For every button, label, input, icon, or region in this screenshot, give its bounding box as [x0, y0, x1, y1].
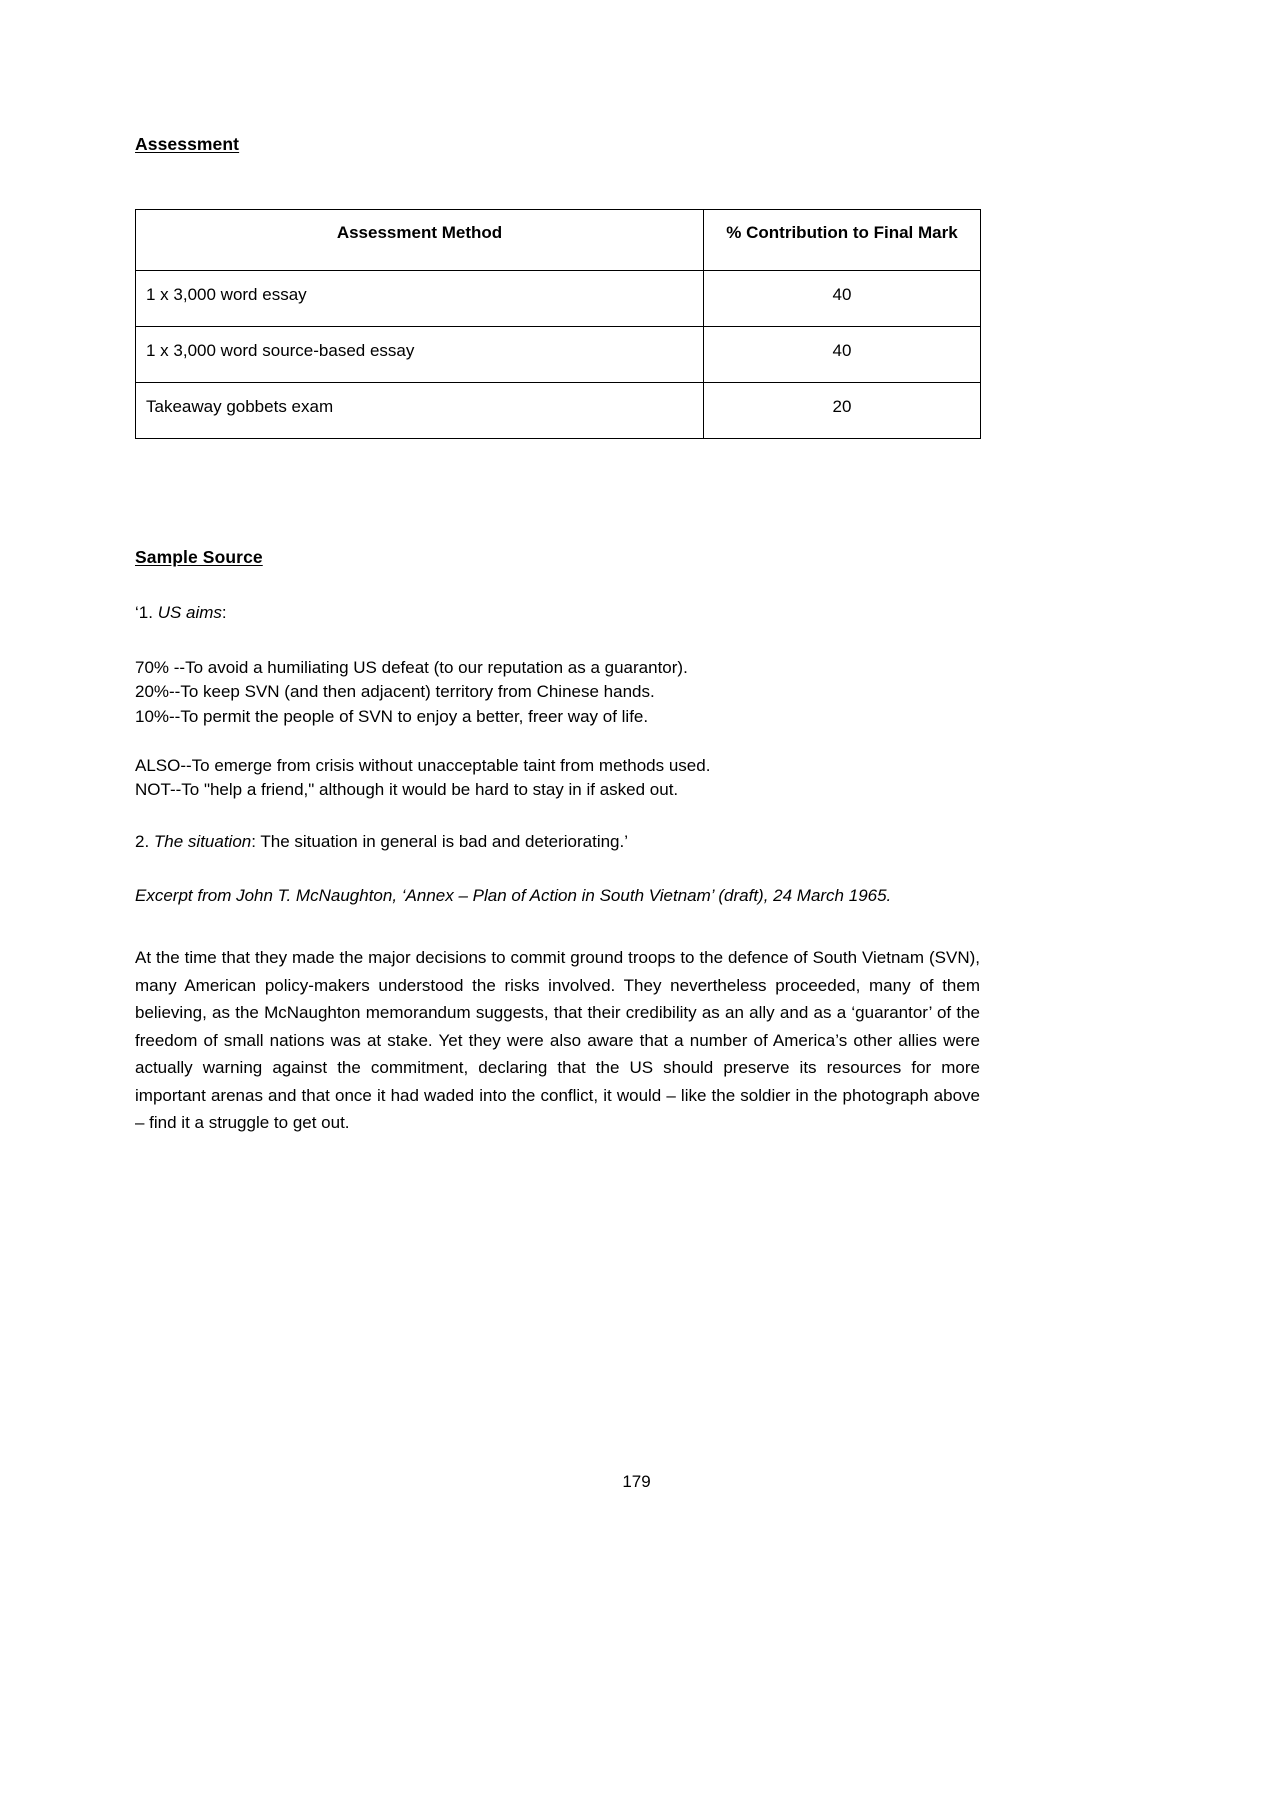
sample-source-heading: Sample Source — [135, 547, 263, 568]
aims-line: 70% --To avoid a humiliating US defeat (to our reputation as a guarantor). — [135, 657, 688, 677]
page-content — [135, 0, 980, 1137]
source-aims-lines — [135, 656, 980, 730]
aims-label-prefix: ‘1. — [135, 603, 158, 623]
aims-line: 20%--To keep SVN (and then adjacent) territory from Chinese hands. — [135, 682, 655, 702]
aims-label-italic: US aims — [157, 603, 222, 623]
cell-contribution: 40 — [704, 327, 981, 383]
also-line: ALSO--To emerge from crisis without unacceptable taint from methods used. — [135, 755, 711, 775]
cell-method: Takeaway gobbets exam — [136, 383, 704, 439]
table-header-row — [136, 209, 981, 270]
aims-label-suffix: : — [221, 603, 227, 623]
source-situation-line — [135, 830, 980, 855]
source-attribution: Excerpt from John T. McNaughton, ‘Annex – Plan of Action in South Vietnam’ (draft), 24 March 1965. — [135, 885, 892, 905]
page-number: 179 — [622, 1472, 651, 1491]
cell-contribution: 40 — [704, 270, 981, 326]
aims-line: 10%--To permit the people of SVN to enjoy a better, freer way of life. — [135, 707, 649, 727]
situation-italic: The situation — [153, 831, 252, 851]
cell-method: 1 x 3,000 word essay — [136, 270, 704, 326]
source-aims-label — [135, 601, 980, 626]
assessment-table — [135, 209, 981, 439]
situation-suffix: : The situation in general is bad and deteriorating.’ — [251, 831, 629, 851]
cell-contribution: 20 — [704, 383, 981, 439]
cell-method: 1 x 3,000 word source-based essay — [136, 327, 704, 383]
spacer — [135, 439, 980, 547]
table-row — [136, 327, 981, 383]
not-line: NOT--To "help a friend," although it would be hard to stay in if asked out. — [135, 780, 679, 800]
column-header-assessment-method: Assessment Method — [136, 209, 704, 270]
column-header-contribution: % Contribution to Final Mark — [704, 209, 981, 270]
source-also-not-lines — [135, 754, 980, 803]
situation-prefix: 2. — [135, 831, 154, 851]
commentary-paragraph: At the time that they made the major decisions to commit ground troops to the defence of South Vietnam (SVN), many American policy-makers understood the risks involved. They nevertheless proceeded, many of them believing, as the McNaughton memorandum suggests, that their credibility as an ally and as a ‘guarantor’ of the freedom of small nations was at stake. Yet they were also aware that a number of America’s other allies were actually warning against the commitment, declaring that the US should preserve its resources for more important arenas and that once it had waded into the conflict, it would – like the soldier in the photograph above – find it a struggle to get out. — [135, 948, 980, 1133]
assessment-heading: Assessment — [135, 134, 240, 154]
table-row — [136, 270, 981, 326]
table-row — [136, 383, 981, 439]
